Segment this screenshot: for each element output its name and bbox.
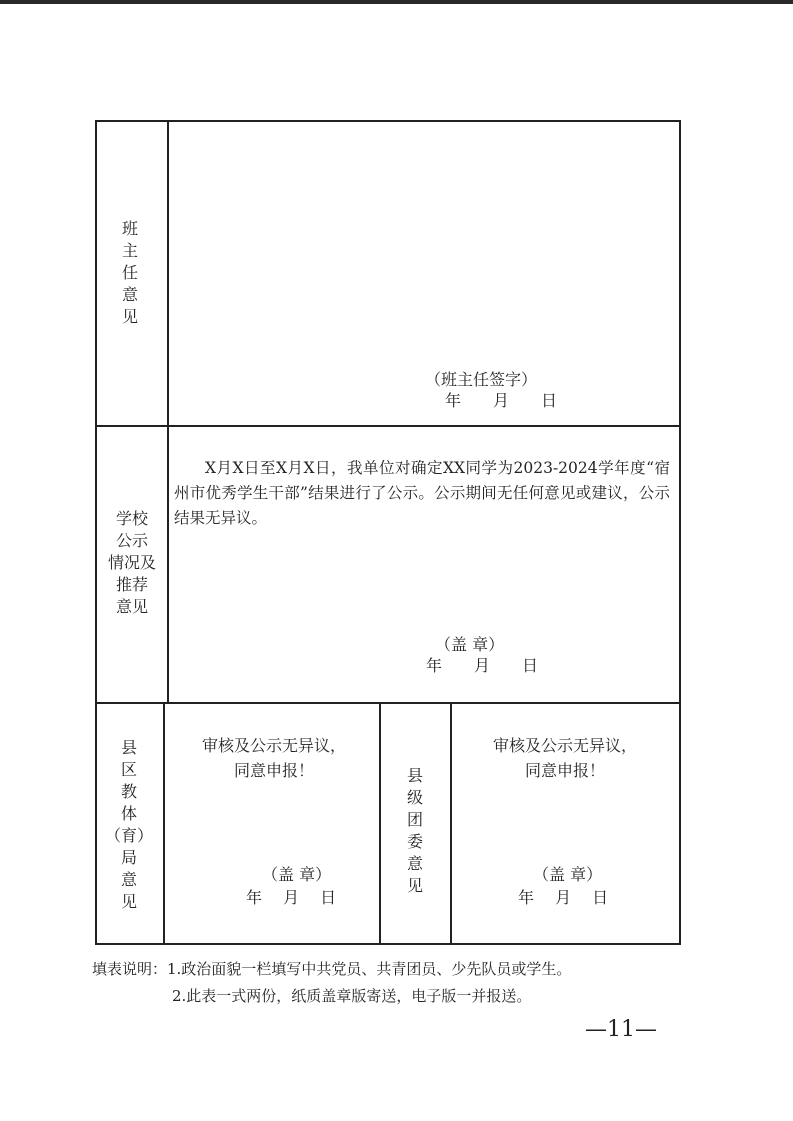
row-divider-2 bbox=[95, 702, 681, 704]
table-border-top bbox=[95, 120, 681, 122]
youth-league-date: 年 月 日 bbox=[518, 888, 609, 907]
instruction-line-1: 填表说明：1.政治面貌一栏填写中共党员、共青团员、少先队员或学生。 bbox=[92, 960, 572, 978]
head-teacher-signature-label: （班主任签字） bbox=[425, 370, 538, 389]
label-line: 意见 bbox=[115, 597, 148, 616]
youth-league-seal-label: （盖 章） bbox=[533, 865, 603, 884]
label-char: 见 bbox=[120, 892, 137, 911]
education-bureau-seal-label: （盖 章） bbox=[262, 865, 332, 884]
form-instructions bbox=[92, 956, 571, 1010]
county-youth-league-label bbox=[382, 765, 448, 897]
label-char: 委 bbox=[406, 832, 423, 851]
label-char: 意 bbox=[406, 854, 423, 873]
label-char: 县 bbox=[120, 738, 137, 757]
school-seal-label: （盖 章） bbox=[435, 635, 505, 654]
education-bureau-opinion bbox=[170, 733, 378, 783]
label-char: 体 bbox=[120, 804, 137, 823]
label-char: 局 bbox=[120, 848, 137, 867]
label-char: 见 bbox=[406, 876, 423, 895]
head-teacher-opinion-label bbox=[100, 218, 160, 328]
instruction-line-2: 2.此表一式两份，纸质盖章版寄送，电子版一并报送。 bbox=[172, 987, 532, 1005]
opinion-line: 同意申报！ bbox=[233, 761, 314, 780]
label-char: 教 bbox=[120, 782, 137, 801]
opinion-line: 审核及公示无异议， bbox=[201, 736, 346, 755]
table-border-bottom bbox=[95, 943, 681, 945]
label-line: 公示 bbox=[115, 531, 148, 550]
opinion-line: 审核及公示无异议， bbox=[492, 736, 637, 755]
label-char: 团 bbox=[406, 810, 423, 829]
label-line: 推荐 bbox=[115, 575, 148, 594]
school-date: 年 月 日 bbox=[426, 656, 539, 675]
label-char: 主 bbox=[121, 241, 138, 260]
page-top-border bbox=[0, 0, 793, 4]
label-line: 学校 bbox=[115, 509, 148, 528]
label-char: 级 bbox=[406, 788, 423, 807]
table-border-right bbox=[679, 120, 681, 944]
label-char: 班 bbox=[121, 219, 138, 238]
page-number: —11— bbox=[585, 1017, 657, 1042]
label-char: 县 bbox=[406, 766, 423, 785]
label-column-divider-bottom bbox=[163, 702, 165, 944]
label-char: （育） bbox=[104, 826, 153, 845]
label-char: 意 bbox=[120, 870, 137, 889]
education-bureau-date: 年 月 日 bbox=[246, 888, 337, 907]
label-char: 区 bbox=[120, 760, 137, 779]
label-line: 情况及 bbox=[107, 553, 156, 572]
school-publicity-label bbox=[96, 508, 168, 618]
county-education-bureau-label bbox=[96, 737, 162, 913]
label-char: 任 bbox=[121, 263, 138, 282]
label-char: 见 bbox=[121, 307, 138, 326]
bottom-middle-divider bbox=[379, 702, 381, 944]
label-char: 意 bbox=[121, 285, 138, 304]
row-divider-1 bbox=[95, 425, 681, 427]
opinion-line: 同意申报！ bbox=[524, 761, 605, 780]
youth-league-opinion bbox=[452, 733, 678, 783]
school-publicity-paragraph: X月X日至X月X日，我单位对确定XX同学为2023-2024学年度“宿州市优秀学生干部”结果进行了公示。公示期间无任何意见或建议，公示结果无异议。 bbox=[174, 459, 670, 527]
head-teacher-date: 年 月 日 bbox=[445, 391, 558, 410]
